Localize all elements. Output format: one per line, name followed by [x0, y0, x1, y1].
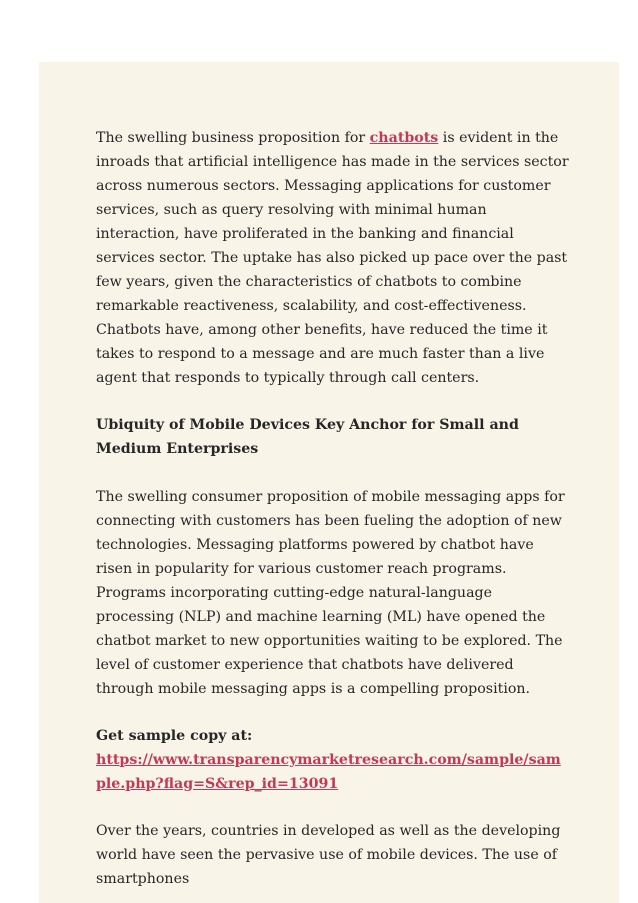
paragraph-chatbot-proposition — [96, 126, 570, 390]
document-page — [39, 62, 619, 903]
paragraph-mobile-devices: Over the years, countries in developed as well as the developing world have seen the pervasive use of mobile devices. The use of smartphones — [96, 823, 561, 887]
document-content — [96, 126, 570, 891]
paragraph-text: The swelling business proposition for — [96, 130, 370, 146]
paragraph-text: is evident in the inroads that artificial intelligence has made in the services sector across numerous sectors. Messaging applications for customer services, such as query resolving with minimal human interaction, have proliferated in the banking and financial services sector. The uptake has also picked up pace over the past few years, given the characteristics of chatbots to combine remarkable reactiveness, scalability, and cost-effectiveness. Chatbots have, among other benefits, have reduced the time it takes to respond to a message and are much faster than a live agent that responds to typically through call centers. — [96, 130, 569, 386]
sample-copy-block — [96, 724, 570, 796]
sample-copy-link[interactable]: https://www.transparencymarketresearch.com/sample/sample.php?flag=S&rep_id=13091 — [96, 752, 561, 792]
section-heading: Ubiquity of Mobile Devices Key Anchor for Small and Medium Enterprises — [96, 417, 519, 457]
sample-copy-label: Get sample copy at: — [96, 728, 253, 744]
paragraph-mobile-messaging: The swelling consumer proposition of mobile messaging apps for connecting with customers has been fueling the adoption of new technologies. Messaging platforms powered by chatbot have risen in popularity for various customer reach programs. Programs incorporating cutting-edge natural-language processing (NLP) and machine learning (ML) have opened the chatbot market to new opportunities waiting to be explored. The level of customer experience that chatbots have delivered through mobile messaging apps is a compelling proposition. — [96, 489, 565, 697]
chatbots-link[interactable]: chatbots — [369, 130, 439, 146]
